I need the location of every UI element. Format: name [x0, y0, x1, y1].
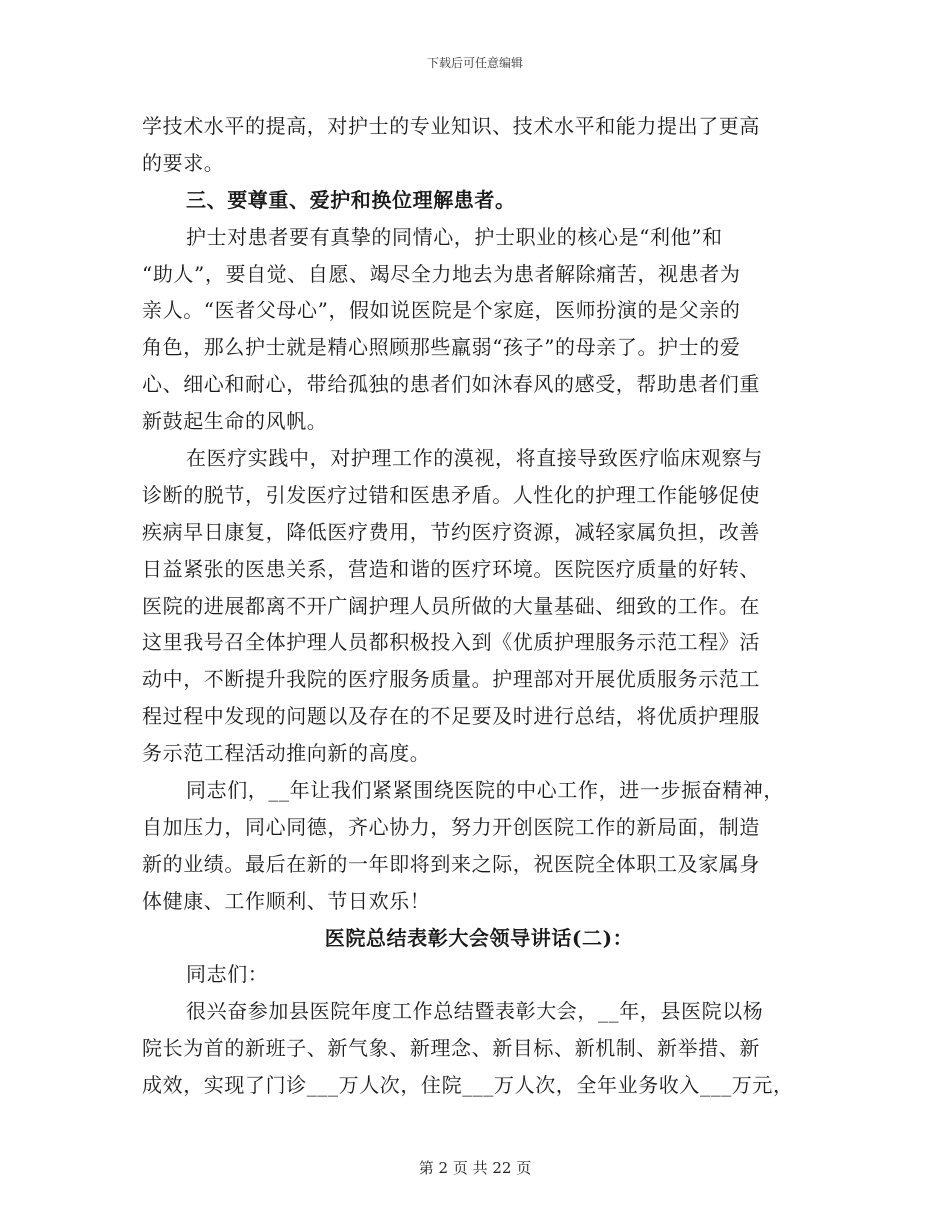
text-line: 同志们，__年让我们紧紧围绕医院的中心工作，进一步振奋精神， — [186, 778, 784, 803]
section-heading: 医院总结表彰大会领导讲话(二)： — [324, 925, 634, 950]
text-line: 院长为首的新班子、新气象、新理念、新目标、新机制、新举措、新 — [142, 1036, 760, 1061]
text-line: 的要求。 — [142, 150, 225, 175]
text-line: 体健康、工作顺利、节日欢乐！ — [142, 888, 431, 913]
page-footer: 第 2 页 共 22 页 — [418, 1159, 532, 1177]
document-body — [142, 108, 816, 1104]
text-line: 自加压力，同心同德，齐心协力，努力开创医院工作的新局面，制造 — [142, 814, 760, 839]
text-line: 务示范工程活动推向新的高度。 — [142, 741, 431, 766]
text-line: 疾病早日康复，降低医疗费用，节约医疗资源，减轻家属负担，改善 — [142, 519, 760, 544]
text-line: 这里我号召全体护理人员都积极投入到《优质护理服务示范工程》活 — [142, 630, 760, 655]
text-line: 新的业绩。最后在新的一年即将到来之际，祝医院全体职工及家属身 — [142, 851, 760, 876]
text-line: 学技术水平的提高，对护士的专业知识、技术水平和能力提出了更高 — [142, 114, 760, 138]
text-line: 诊断的脱节，引发医疗过错和医患矛盾。人性化的护理工作能够促使 — [142, 482, 760, 507]
text-line: 成效，实现了门诊___万人次，住院___万人次，全年业务收入___万元， — [142, 1073, 794, 1098]
section-heading: 三、要尊重、爱护和换位理解患者。 — [186, 187, 516, 212]
text-line: 角色，那么护士就是精心照顾那些羸弱“孩子”的母亲了。护士的爱 — [142, 335, 741, 360]
text-line: 医院的进展都离不开广阔护理人员所做的大量基础、细致的工作。在 — [142, 593, 760, 618]
text-line: 心、细心和耐心，带给孤独的患者们如沐春风的感受，帮助患者们重 — [142, 372, 760, 397]
text-line: 程过程中发现的问题以及存在的不足要及时进行总结，将优质护理服 — [142, 704, 760, 729]
text-line: 新鼓起生命的风帆。 — [142, 409, 328, 434]
text-line: 同志们： — [186, 962, 269, 987]
text-line: 在医疗实践中，对护理工作的漠视，将直接导致医疗临床观察与 — [186, 446, 763, 471]
text-line: 亲人。“医者父母心”，假如说医院是个家庭，医师扮演的是父亲的 — [142, 298, 741, 323]
text-line: 很兴奋参加县医院年度工作总结暨表彰大会，__年，县医院以杨 — [186, 999, 764, 1024]
text-line: 日益紧张的医患关系，营造和谐的医疗环境。医院医疗质量的好转、 — [142, 556, 760, 581]
text-line: 动中，不断提升我院的医疗服务质量。护理部对开展优质服务示范工 — [142, 667, 760, 692]
page-header: 下载后可任意编辑 — [426, 56, 523, 70]
text-line: “助人”，要自觉、自愿、竭尽全力地去为患者解除痛苦，视患者为 — [142, 261, 741, 286]
text-line: 护士对患者要有真挚的同情心，护士职业的核心是“利他”和 — [186, 224, 723, 249]
